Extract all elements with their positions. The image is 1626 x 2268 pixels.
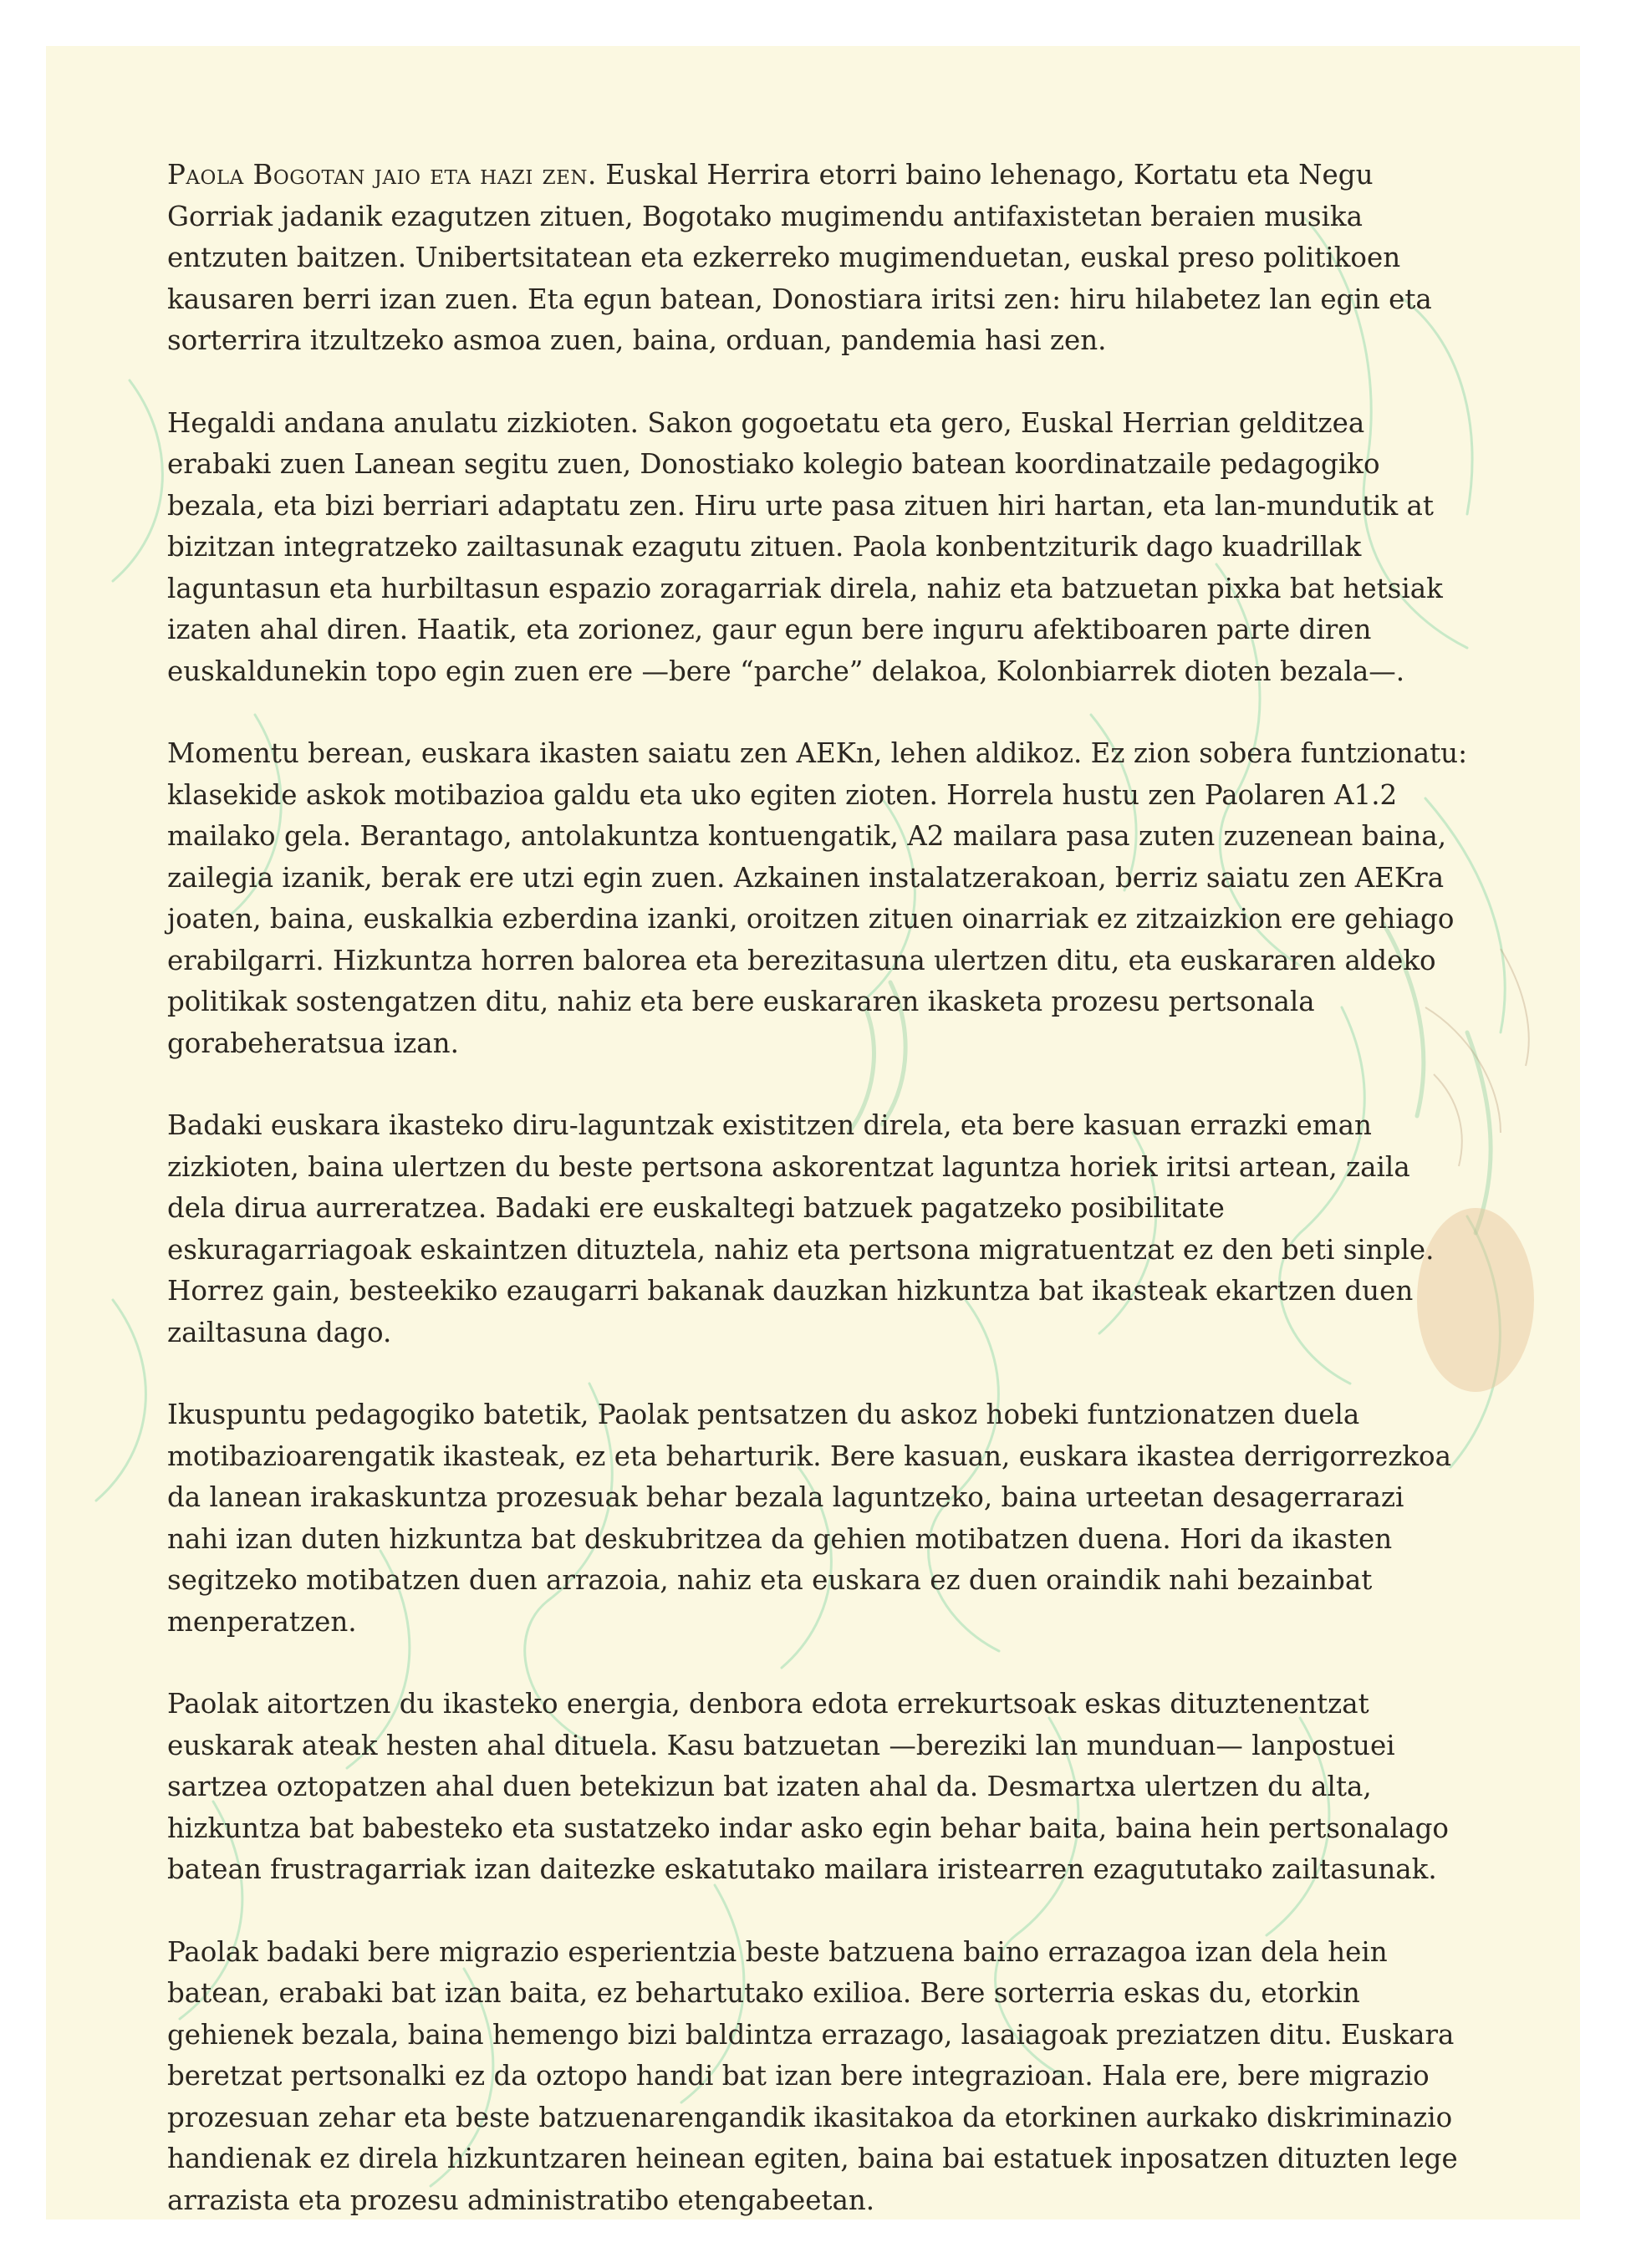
paragraph-4: Badaki euskara ikasteko diru-laguntzak existitzen direla, eta bere kasuan errazki eman zizkioten, baina ulertzen du beste pertsona askorentzat laguntza horiek iritsi artean, zaila dela dirua aurreratzea. Badaki ere euskaltegi batzuek pagatzeko posibilitate eskuragarriagoak eskaintzen dituztela, nahiz eta pertsona migratuentzat ez den beti sinple. Horrez gain, besteekiko ezaugarri bakanak dauzkan hizkuntza bat ikasteak ekartzen duen zailtasuna dago. [167, 1109, 1435, 1348]
paragraph-7: Paolak badaki bere migrazio esperientzia beste batzuena baino errazagoa izan dela hein batean, erabaki bat izan baita, ez behartutako exilioa. Bere sorterria eskas du, etorkin gehienek bezala, baina hemengo bizi baldintza errazago, lasaiagoak preziatzen ditu. Euskara beretzat pertsonalki ez da oztopo handi bat izan bere integrazioan. Hala ere, bere migrazio prozesuan zehar eta beste batzuenarengandik ikasitakoa da etorkinen aurkako diskriminazio handienak ez direla hizkuntzaren heinean egiten, baina bai estatuek inposatzen dituzten lege arrazista eta prozesu administratibo etengabeetan. [167, 1935, 1458, 2216]
paragraph-1 [167, 155, 1471, 362]
paragraph-2: Hegaldi andana anulatu zizkioten. Sakon gogoetatu eta gero, Euskal Herrian gelditzea erabaki zuen Lanean segitu zuen, Donostiako kolegio batean koordinatzaile pedagogiko bezala, eta bizi berriari adaptatu zen. Hiru urte pasa zituen hiri hartan, eta lan-mundutik at bizitzan integratzeko zailtasunak ezagutu zituen. Paola konbentziturik dago kuadrillak laguntasun eta hurbiltasun espazio zoragarriak direla, nahiz eta batzuetan pixka bat hetsiak izaten ahal diren. Haatik, eta zorionez, gaur egun bere inguru afektiboaren parte diren euskaldunekin topo egin zuen ere —bere “parche” delakoa, Kolonbiarrek dioten bezala—. [167, 406, 1443, 687]
paragraph-3: Momentu berean, euskara ikasten saiatu zen AEKn, lehen aldikoz. Ez zion sobera funtzionatu: klasekide askok motibazioa galdu eta uko egiten zioten. Horrela hustu zen Paolaren A1.2 mailako gela. Berantago, antolakuntza kontuengatik, A2 mailara pasa zuten zuzenean baina, zailegia izanik, berak ere utzi egin zuen. Azkainen instalatzerakoan, berriz saiatu zen AEKra joaten, baina, euskalkia ezberdina izanki, oroitzen zituen oinarriak ez zitzaizkion ere gehiago erabilgarri. Hizkuntza horren balorea eta berezitasuna ulertzen ditu, eta euskararen aldeko politikak sostengatzen ditu, nahiz eta bere euskararen ikasketa prozesu pertsonala gorabeheratsua izan. [167, 737, 1468, 1059]
paragraph-5: Ikuspuntu pedagogiko batetik, Paolak pentsatzen du askoz hobeki funtzionatzen duela motibazioarengatik ikasteak, ez eta beharturik. Bere kasuan, euskara ikastea derrigorrezkoa da lanean irakaskuntza prozesuak behar bezala laguntzeko, baina urteetan desagerrarazi nahi izan duten hizkuntza bat deskubritzea da gehien motibatzen duena. Hori da ikasten segitzeko motibatzen duen arrazoia, nahiz eta euskara ez duen oraindik nahi bezainbat menperatzen. [167, 1399, 1451, 1638]
paragraph-6: Paolak aitortzen du ikasteko energia, denbora edota errekurtsoak eskas dituztenentzat euskarak ateak hesten ahal dituela. Kasu batzuetan —bereziki lan munduan— lanpostuei sartzea oztopatzen ahal duen betekizun bat izaten ahal da. Desmartxa ulertzen du alta, hizkuntza bat babesteko eta sustatzeko indar asko egin behar baita, baina hein pertsonalago batean frustragarriak izan daitezke eskatutako mailara iristearren ezagututako zailtasunak. [167, 1688, 1449, 1885]
document-page [46, 46, 1580, 2220]
paragraph-1-text: Euskal Herrira etorri baino lehenago, Kortatu eta Negu Gorriak jadanik ezagutzen zituen, Bogotako mugimendu antifaxistetan beraien musika entzuten baitzen. Unibertsitatean eta ezkerreko mugimenduetan, euskal preso politikoen kausaren berri izan zuen. Eta egun batean, Donostiara iritsi zen: hiru hilabetez lan egin eta sorterrira itzultzeko asmoa zuen, baina, orduan, pandemia hasi zen. [167, 159, 1432, 356]
article-body [167, 155, 1471, 2220]
lead-in-small-caps: Paola Bogotan jaio eta hazi zen. [167, 159, 597, 191]
